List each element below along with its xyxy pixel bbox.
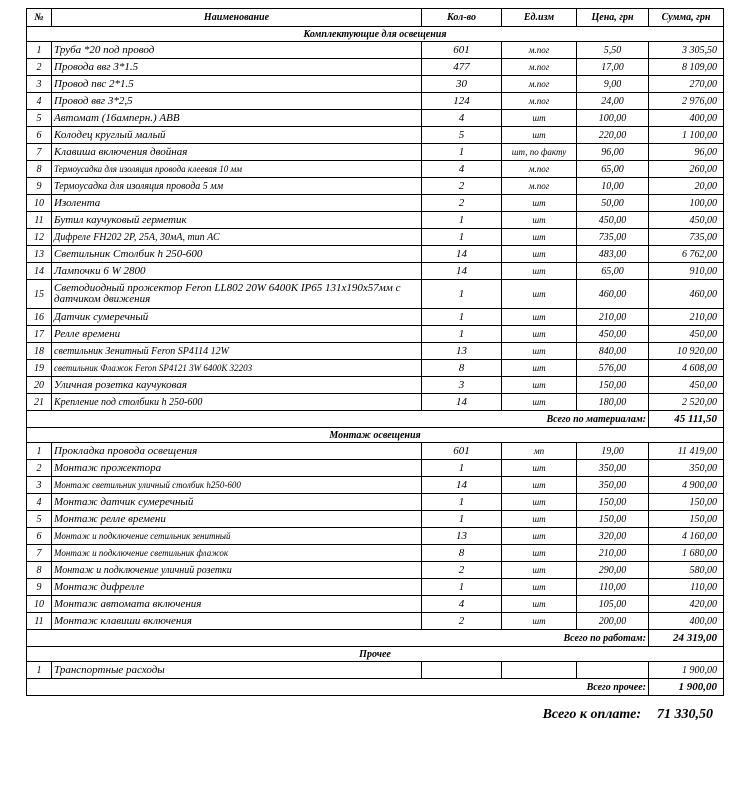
header-unit: Ед.изм [502,9,577,27]
table-row [27,662,724,679]
row-unit: шт [502,377,577,394]
row-qty: 8 [422,360,502,377]
row-number: 1 [27,662,52,679]
row-price: 840,00 [577,343,649,360]
row-unit: шт [502,309,577,326]
row-price: 450,00 [577,326,649,343]
row-name: Бутил каучуковый герметик [52,212,422,229]
row-qty: 4 [422,110,502,127]
row-qty: 601 [422,443,502,460]
row-unit: шт [502,195,577,212]
row-sum: 210,00 [649,309,724,326]
row-price: 210,00 [577,545,649,562]
row-sum: 4 900,00 [649,477,724,494]
row-sum: 1 100,00 [649,127,724,144]
row-price: 150,00 [577,494,649,511]
row-name: Клавиша включения двойная [52,144,422,161]
row-sum: 100,00 [649,195,724,212]
row-sum: 735,00 [649,229,724,246]
row-number: 13 [27,246,52,263]
row-name: Монтаж и подключение сетильник зенитный [52,528,422,545]
row-price: 350,00 [577,477,649,494]
row-sum: 96,00 [649,144,724,161]
section-total-row [27,411,724,428]
table-row [27,263,724,280]
row-unit: шт [502,494,577,511]
section-title: Комплектующие для освещения [27,27,724,42]
table-row [27,545,724,562]
header-qty: Кол-во [422,9,502,27]
table-row [27,343,724,360]
row-sum: 260,00 [649,161,724,178]
row-qty: 8 [422,545,502,562]
row-name: Лампочки 6 W 2800 [52,263,422,280]
row-name: Релле времени [52,326,422,343]
row-number: 8 [27,562,52,579]
row-sum: 4 608,00 [649,360,724,377]
row-price: 290,00 [577,562,649,579]
table-row [27,443,724,460]
row-name: Автомат (16амперн.) АВВ [52,110,422,127]
row-number: 5 [27,511,52,528]
row-sum: 460,00 [649,280,724,309]
row-price: 320,00 [577,528,649,545]
table-row [27,161,724,178]
table-row [27,280,724,309]
row-sum: 450,00 [649,326,724,343]
row-qty: 13 [422,343,502,360]
row-qty: 14 [422,394,502,411]
header-sum: Сумма, грн [649,9,724,27]
row-unit: шт [502,596,577,613]
row-name: Труба *20 под провод [52,42,422,59]
row-number: 4 [27,494,52,511]
table-row [27,212,724,229]
row-sum: 1 680,00 [649,545,724,562]
row-qty [422,662,502,679]
table-row [27,59,724,76]
row-number: 5 [27,110,52,127]
row-name: Провода ввг 3*1.5 [52,59,422,76]
grand-total-label: Всего к оплате: [542,707,641,722]
row-name: светильник Флажок Feron SP4121 3W 6400K 32203 [52,360,422,377]
estimate-sheet [26,8,724,696]
row-name: Изолента [52,195,422,212]
row-name: Монтаж автомата включения [52,596,422,613]
row-name: Монтаж и подключение уличний розетки [52,562,422,579]
row-unit: шт [502,110,577,127]
row-unit: шт, по факту [502,144,577,161]
row-sum: 400,00 [649,613,724,630]
row-price [577,662,649,679]
row-price: 110,00 [577,579,649,596]
row-qty: 2 [422,562,502,579]
row-qty: 1 [422,309,502,326]
row-sum: 420,00 [649,596,724,613]
row-unit: шт [502,263,577,280]
row-price: 483,00 [577,246,649,263]
row-price: 200,00 [577,613,649,630]
row-name: Дифреле FH202 2P, 25A, 30мА, тип АС [52,229,422,246]
table-row [27,596,724,613]
row-price: 9,00 [577,76,649,93]
row-price: 220,00 [577,127,649,144]
row-number: 9 [27,178,52,195]
row-unit: м.пог [502,76,577,93]
row-number: 2 [27,460,52,477]
row-number: 14 [27,263,52,280]
row-price: 105,00 [577,596,649,613]
row-unit: шт [502,246,577,263]
row-qty: 2 [422,178,502,195]
table-header-row [27,9,724,27]
row-number: 17 [27,326,52,343]
row-price: 150,00 [577,511,649,528]
row-qty: 477 [422,59,502,76]
row-number: 11 [27,613,52,630]
row-unit: шт [502,343,577,360]
row-price: 24,00 [577,93,649,110]
section-total-label: Всего по работам: [422,630,649,647]
row-name: Датчик сумеречный [52,309,422,326]
row-sum: 10 920,00 [649,343,724,360]
header-no: № [27,9,52,27]
row-number: 10 [27,596,52,613]
table-row [27,76,724,93]
row-unit: шт [502,477,577,494]
section-total-label: Всего прочее: [422,679,649,696]
table-row [27,144,724,161]
row-unit: шт [502,280,577,309]
row-qty: 2 [422,195,502,212]
table-row [27,326,724,343]
section-header-row [27,27,724,42]
row-price: 19,00 [577,443,649,460]
section-total-value: 1 900,00 [649,679,724,696]
row-name: Термоусадка для изоляция провода 5 мм [52,178,422,195]
row-qty: 601 [422,42,502,59]
row-unit: шт [502,528,577,545]
row-name: Монтаж светильник уличный столбик h250-600 [52,477,422,494]
row-qty: 1 [422,144,502,161]
section-header-row [27,428,724,443]
row-qty: 4 [422,161,502,178]
row-name: Монтаж датчик сумеречный [52,494,422,511]
row-qty: 14 [422,246,502,263]
row-qty: 1 [422,579,502,596]
row-qty: 1 [422,511,502,528]
row-unit: шт [502,562,577,579]
row-name: Провод ввг 3*2,5 [52,93,422,110]
table-row [27,93,724,110]
row-unit [502,662,577,679]
table-row [27,178,724,195]
row-unit: шт [502,394,577,411]
row-sum: 910,00 [649,263,724,280]
row-number: 4 [27,93,52,110]
row-name: Монтаж дифрелле [52,579,422,596]
row-name: Монтаж клавиши включения [52,613,422,630]
row-sum: 150,00 [649,511,724,528]
table-row [27,127,724,144]
row-unit: мп [502,443,577,460]
row-price: 100,00 [577,110,649,127]
row-unit: шт [502,212,577,229]
row-unit: шт [502,460,577,477]
row-qty: 14 [422,263,502,280]
row-name: Транспортные расходы [52,662,422,679]
row-name: Монтаж релле времени [52,511,422,528]
row-price: 180,00 [577,394,649,411]
table-row [27,494,724,511]
row-sum: 6 762,00 [649,246,724,263]
row-price: 96,00 [577,144,649,161]
row-number: 6 [27,528,52,545]
row-sum: 4 160,00 [649,528,724,545]
row-number: 12 [27,229,52,246]
row-price: 150,00 [577,377,649,394]
row-qty: 1 [422,280,502,309]
row-number: 3 [27,477,52,494]
row-sum: 150,00 [649,494,724,511]
row-number: 8 [27,161,52,178]
row-qty: 1 [422,326,502,343]
table-row [27,394,724,411]
row-number: 19 [27,360,52,377]
section-total-value: 24 319,00 [649,630,724,647]
table-row [27,460,724,477]
row-name: Колодец круглый малый [52,127,422,144]
row-qty: 5 [422,127,502,144]
row-number: 1 [27,443,52,460]
row-price: 65,00 [577,263,649,280]
row-sum: 400,00 [649,110,724,127]
row-number: 21 [27,394,52,411]
row-name: Светильник Столбик h 250-600 [52,246,422,263]
row-qty: 3 [422,377,502,394]
row-unit: шт [502,360,577,377]
row-name: Уличная розетка каучуковая [52,377,422,394]
row-sum: 270,00 [649,76,724,93]
table-row [27,528,724,545]
row-number: 3 [27,76,52,93]
table-body [27,27,724,696]
row-price: 450,00 [577,212,649,229]
table-row [27,110,724,127]
row-price: 210,00 [577,309,649,326]
row-name: Крепление под столбики h 250-600 [52,394,422,411]
row-number: 6 [27,127,52,144]
row-qty: 1 [422,494,502,511]
row-name: Монтаж прожектора [52,460,422,477]
row-sum: 450,00 [649,212,724,229]
row-name: Прокладка провода освещения [52,443,422,460]
row-number: 7 [27,144,52,161]
row-price: 10,00 [577,178,649,195]
row-sum: 1 900,00 [649,662,724,679]
section-total-value: 45 111,50 [649,411,724,428]
row-qty: 124 [422,93,502,110]
grand-total [26,707,723,729]
row-unit: м.пог [502,161,577,178]
table-row [27,477,724,494]
row-sum: 2 520,00 [649,394,724,411]
row-sum: 8 109,00 [649,59,724,76]
row-unit: м.пог [502,178,577,195]
row-number: 11 [27,212,52,229]
row-price: 65,00 [577,161,649,178]
table-row [27,195,724,212]
row-qty: 1 [422,460,502,477]
row-sum: 3 305,50 [649,42,724,59]
row-unit: шт [502,229,577,246]
row-name: Провод пвс 2*1.5 [52,76,422,93]
row-number: 10 [27,195,52,212]
row-unit: шт [502,545,577,562]
row-price: 350,00 [577,460,649,477]
row-name: Монтаж и подключение светильник флажок [52,545,422,562]
table-row [27,309,724,326]
row-unit: шт [502,511,577,528]
row-qty: 2 [422,613,502,630]
total-row-blank [27,630,422,647]
row-unit: м.пог [502,42,577,59]
row-price: 50,00 [577,195,649,212]
row-sum: 450,00 [649,377,724,394]
section-header-row [27,647,724,662]
row-unit: м.пог [502,59,577,76]
section-title: Монтаж освещения [27,428,724,443]
row-number: 2 [27,59,52,76]
row-number: 18 [27,343,52,360]
row-unit: м.пог [502,93,577,110]
row-price: 5,50 [577,42,649,59]
row-number: 15 [27,280,52,309]
row-unit: шт [502,579,577,596]
table-row [27,613,724,630]
header-name: Наименование [52,9,422,27]
row-price: 576,00 [577,360,649,377]
table-row [27,42,724,59]
row-number: 20 [27,377,52,394]
row-qty: 1 [422,229,502,246]
header-price: Цена, грн [577,9,649,27]
row-price: 460,00 [577,280,649,309]
row-sum: 110,00 [649,579,724,596]
row-price: 735,00 [577,229,649,246]
table-row [27,377,724,394]
row-number: 9 [27,579,52,596]
table-row [27,229,724,246]
table-row [27,360,724,377]
grand-total-value: 71 330,50 [657,707,713,722]
table-row [27,511,724,528]
row-qty: 13 [422,528,502,545]
row-sum: 2 976,00 [649,93,724,110]
row-name: Термоусадка для изоляция провода клеевая 10 мм [52,161,422,178]
section-total-label: Всего по материалам: [422,411,649,428]
total-row-blank [27,679,422,696]
section-total-row [27,679,724,696]
row-unit: шт [502,613,577,630]
row-name: светильник Зенитный Feron SP4114 12W [52,343,422,360]
row-unit: шт [502,127,577,144]
row-sum: 580,00 [649,562,724,579]
table-row [27,246,724,263]
total-row-blank [27,411,422,428]
row-qty: 1 [422,212,502,229]
row-number: 1 [27,42,52,59]
section-total-row [27,630,724,647]
row-sum: 11 419,00 [649,443,724,460]
row-qty: 30 [422,76,502,93]
estimate-table [26,8,724,696]
row-qty: 4 [422,596,502,613]
row-sum: 350,00 [649,460,724,477]
table-row [27,579,724,596]
table-row [27,562,724,579]
row-number: 16 [27,309,52,326]
section-title: Прочее [27,647,724,662]
row-unit: шт [502,326,577,343]
row-sum: 20,00 [649,178,724,195]
row-price: 17,00 [577,59,649,76]
row-number: 7 [27,545,52,562]
row-qty: 14 [422,477,502,494]
row-name: Светодиодный прожектор Feron LL802 20W 6400K IP65 131x190x57мм с датчиком движения [52,280,422,309]
